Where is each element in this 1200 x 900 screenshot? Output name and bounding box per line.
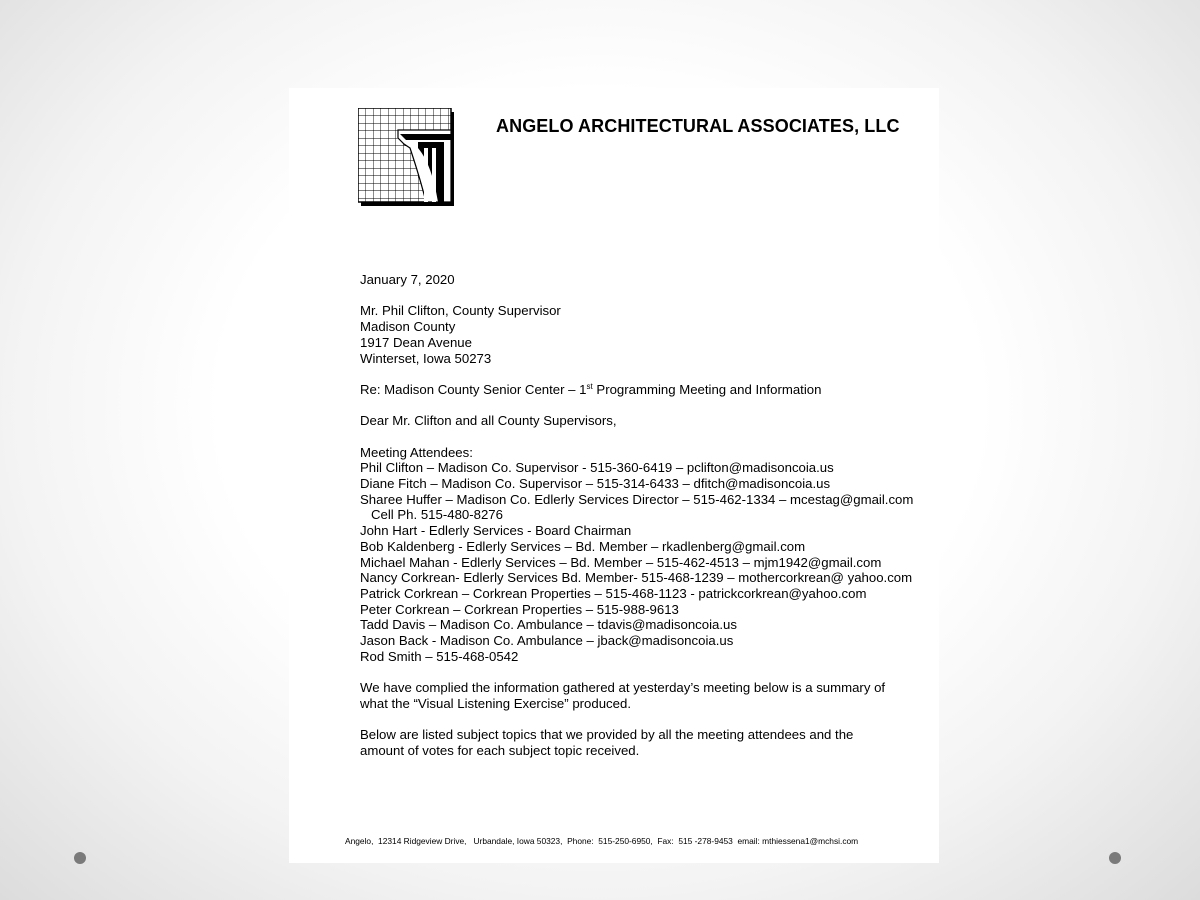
company-name: ANGELO ARCHITECTURAL ASSOCIATES, LLC	[496, 116, 900, 136]
paragraph-topics-line: amount of votes for each subject topic received.	[360, 743, 640, 758]
paragraph-summary-line: We have complied the information gathered at yesterday’s meeting below is a summary of	[360, 680, 886, 696]
attendee-line: Michael Mahan - Edlerly Services – Bd. Member – 515-462-4513 – mjm1942@gmail.com	[360, 554, 882, 570]
attendee-line: Bob Kaldenberg - Edlerly Services – Bd. Member – rkadlenberg@gmail.com	[360, 538, 806, 554]
paragraph-topics-line: Below are listed subject topics that we provided by all the meeting attendees and the	[360, 727, 854, 743]
attendee-line: John Hart - Edlerly Services - Board Chairman	[360, 523, 632, 539]
letter-date: January 7, 2020	[360, 272, 455, 287]
attendees-heading: Meeting Attendees:	[360, 444, 473, 460]
recipient-line: Madison County	[360, 319, 456, 335]
attendee-line: Jason Back - Madison Co. Ambulance – jback@madisoncoia.us	[360, 633, 734, 649]
paragraph-summary	[360, 680, 908, 696]
attendee-line: Cell Ph. 515-480-8276	[371, 507, 503, 523]
attendee-line: Sharee Huffer – Madison Co. Edlerly Services Director – 515-462-1334 – mcestag@gmail.com	[360, 491, 914, 507]
attendee-line: Nancy Corkrean- Edlerly Services Bd. Member- 515-468-1239 – mothercorkrean@ yahoo.com	[360, 570, 913, 586]
paragraph-summary-line: what the “Visual Listening Exercise” produced.	[360, 695, 631, 711]
attendee-line: Rod Smith – 515-468-0542	[360, 648, 519, 664]
attendee-line: Peter Corkrean – Corkrean Properties – 515-988-9613	[360, 601, 679, 617]
company-logo	[358, 108, 454, 206]
attendee-line: Phil Clifton – Madison Co. Supervisor - 515-360-6419 – pclifton@madisoncoia.us	[360, 460, 834, 476]
subject-line	[360, 382, 920, 398]
slide-nav-dot-left[interactable]	[74, 852, 86, 864]
slide-nav-dot-right[interactable]	[1109, 852, 1121, 864]
salutation: Dear Mr. Clifton and all County Supervisors,	[360, 413, 617, 429]
paragraph-topics	[360, 727, 908, 743]
recipient-line: Winterset, Iowa 50273	[360, 350, 492, 366]
attendee-line: Diane Fitch – Madison Co. Supervisor – 515-314-6433 – dfitch@madisoncoia.us	[360, 476, 831, 492]
recipient-line: 1917 Dean Avenue	[360, 334, 472, 350]
letter-body	[360, 272, 920, 759]
subject-prefix: Re: Madison County Senior Center – 1	[360, 381, 587, 397]
letterhead-footer: Angelo, 12314 Ridgeview Drive, Urbandale, Iowa 50323, Phone: 515-250-6950, Fax: 515 -278-9453 email: mthiessena1@mchsi.com	[345, 836, 859, 846]
subject-superscript: st	[586, 381, 593, 391]
attendee-line: Patrick Corkrean – Corkrean Properties – 515-468-1123 - patrickcorkrean@yahoo.com	[360, 586, 867, 601]
recipient-line: Mr. Phil Clifton, County Supervisor	[360, 303, 561, 319]
subject-suffix: Programming Meeting and Information	[592, 381, 822, 397]
attendee-line: Tadd Davis – Madison Co. Ambulance – tdavis@madisoncoia.us	[360, 617, 737, 633]
